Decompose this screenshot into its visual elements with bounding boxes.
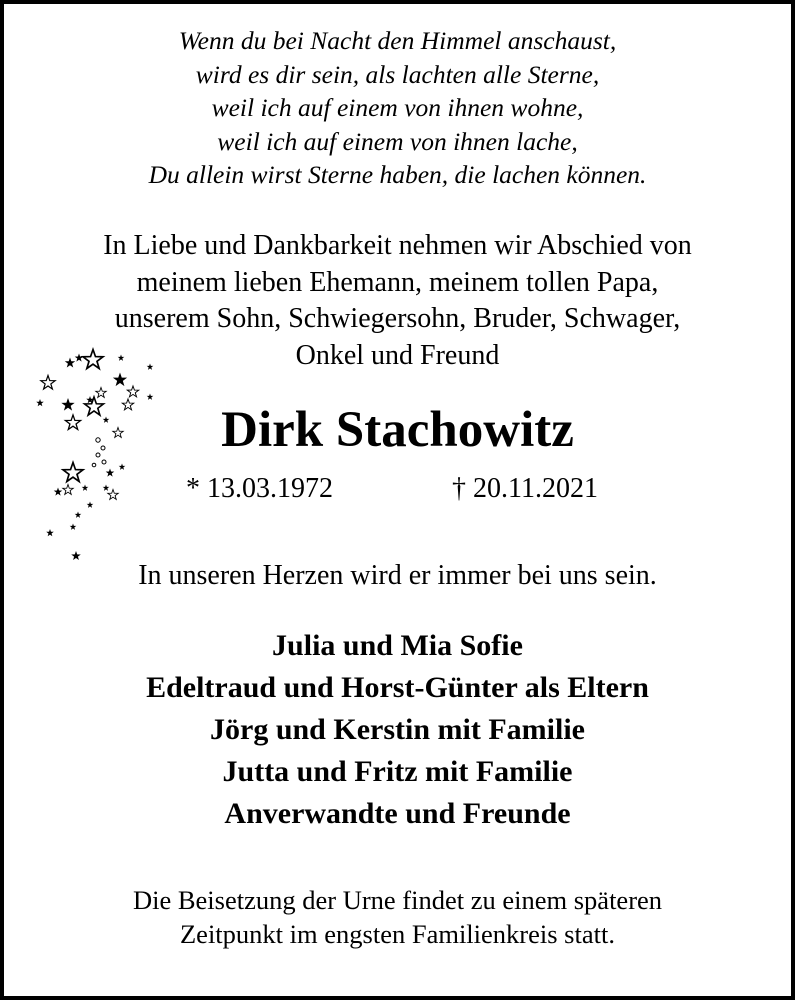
- farewell-line: In Liebe und Dankbarkeit nehmen wir Abschied von: [103, 230, 692, 261]
- mourner: Jutta und Fritz mit Familie: [222, 755, 573, 788]
- poem-line: weil ich auf einem von ihnen lache,: [217, 126, 578, 156]
- deceased-name: Dirk Stachowitz: [221, 402, 574, 458]
- mourners-list: [0, 625, 795, 835]
- mourner: Anverwandte und Freunde: [224, 797, 571, 830]
- burial-notice: [0, 883, 795, 951]
- burial-line: Die Beisetzung der Urne findet zu einem späteren: [132, 885, 663, 915]
- mourner: Jörg und Kerstin mit Familie: [210, 713, 585, 746]
- poem-line: wird es dir sein, als lachten alle Sterne,: [195, 59, 600, 89]
- farewell-line: meinem lieben Ehemann, meinem tollen Papa,: [136, 266, 659, 298]
- poem: [0, 24, 795, 192]
- death-date: † 20.11.2021: [452, 473, 598, 504]
- farewell-line: Onkel und Freund: [295, 339, 500, 371]
- poem-line: weil ich auf einem von ihnen wohne,: [211, 93, 584, 122]
- mourner: Julia und Mia Sofie: [272, 629, 523, 662]
- mourner: Edeltraud und Horst-Günter als Eltern: [146, 671, 649, 704]
- farewell-line: unserem Sohn, Schwiegersohn, Bruder, Schwager,: [114, 303, 681, 334]
- burial-line: Zeitpunkt im engsten Familienkreis statt.: [180, 919, 615, 949]
- closing-line: In unseren Herzen wird er immer bei uns sein.: [138, 560, 657, 591]
- poem-line: Du allein wirst Sterne haben, die lachen können.: [148, 160, 647, 189]
- poem-line: Wenn du bei Nacht den Himmel anschaust,: [178, 26, 617, 55]
- birth-date: * 13.03.1972: [186, 473, 333, 504]
